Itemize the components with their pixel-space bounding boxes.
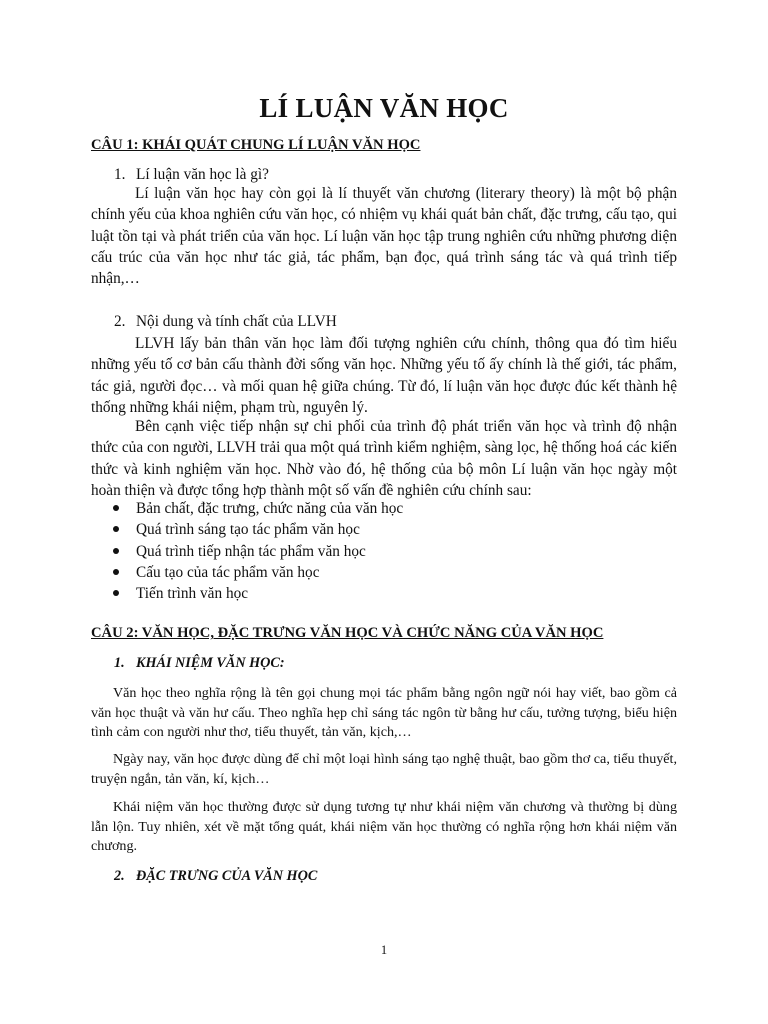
bullet-icon [113,526,119,532]
subsection-1-paragraph-3: Khái niệm văn học thường được sử dụng tương tự như khái niệm văn chương và thường bị dùng lẫn lộn. Tuy nhiên, xét về mặt tổng quát, khái niệm văn học thường có nghĩa rộng hơn khái niệm văn chương. [91,799,677,855]
list-item [91,562,403,583]
list-item-text: Quá trình sáng tạo tác phẩm văn học [136,521,360,539]
subsection-2-number: 2. [114,868,125,884]
bullet-icon [113,548,119,554]
list-item [91,498,403,519]
item-2-heading-text: Nội dung và tính chất của LLVH [136,313,337,330]
item-2-heading [114,313,337,331]
bullet-icon [113,505,119,511]
item-2-paragraph-2: Bên cạnh việc tiếp nhận sự chi phối của trình độ phát triển văn học và trình độ nhận thức của con người, LLVH trải qua một quá trình kiểm nghiệm, sàng lọc, hệ thống hoá các kiến thức và kinh nghiệm văn học. Nhờ vào đó, hệ thống của bộ môn Lí luận văn học ngày một hoàn thiện và được tổng hợp thành một số vấn đề nghiên cứu chính sau: [91,418,677,499]
list-item-text: Bản chất, đặc trưng, chức năng của văn học [136,500,404,517]
list-item-text: Quá trình tiếp nhận tác phẩm văn học [136,542,366,560]
item-1-heading [114,166,269,184]
subsection-1-heading-text: KHÁI NIỆM VĂN HỌC: [136,655,285,671]
document-title: LÍ LUẬN VĂN HỌC [259,93,509,123]
section-2-heading: CÂU 2: VĂN HỌC, ĐẶC TRƯNG VĂN HỌC VÀ CHỨC NĂNG CỦA VĂN HỌC [91,625,604,641]
section-1-heading: CÂU 1: KHÁI QUÁT CHUNG LÍ LUẬN VĂN HỌC [91,137,421,153]
item-1-number: 1. [114,166,126,183]
subsection-1-number: 1. [114,655,125,671]
subsection-1-heading [114,655,285,672]
item-1-heading-text: Lí luận văn học là gì? [136,166,269,183]
list-item-text: Tiến trình văn học [136,585,249,603]
bullet-icon [113,590,119,596]
list-item [91,541,403,562]
topics-bullet-list [91,498,403,604]
subsection-1-paragraph-2: Ngày nay, văn học được dùng để chỉ một loại hình sáng tạo nghệ thuật, bao gồm thơ ca, tiểu thuyết, truyện ngắn, tản văn, kí, kịch… [91,751,677,787]
list-item-text: Cấu tạo của tác phẩm văn học [136,563,320,581]
item-1-paragraph: Lí luận văn học hay còn gọi là lí thuyết văn chương (literary theory) là một bộ phận chính yếu của khoa nghiên cứu văn học, có nhiệm vụ khái quát bản chất, đặc trưng, cấu tạo, qui luật tồn tại và phát triển của văn học. Lí luận văn học tập trung nghiên cứu những phương diện cấu trúc của văn học như tác giả, tác phẩm, bạn đọc, quá trình sáng tác và quá trình tiếp nhận,… [91,185,677,288]
subsection-2-heading [114,868,317,885]
page-number: 1 [380,943,388,957]
subsection-2-heading-text: ĐẶC TRƯNG CỦA VĂN HỌC [136,868,318,884]
list-item [91,583,403,604]
bullet-icon [113,569,119,575]
subsection-1-paragraph-1: Văn học theo nghĩa rộng là tên gọi chung mọi tác phẩm bằng ngôn ngữ nói hay viết, bao gồm cả văn học thuật và văn hư cấu. Theo nghĩa hẹp chỉ sáng tác ngôn từ bằng hư cấu, tưởng tượng, biểu hiện tình cảm con người như thơ, tiểu thuyết, tản văn, kịch,… [91,685,677,741]
list-item [91,519,403,540]
item-2-number: 2. [114,313,126,330]
item-2-paragraph-1: LLVH lấy bản thân văn học làm đối tượng nghiên cứu chính, thông qua đó tìm hiểu những yếu tố cơ bản cấu thành đời sống văn học. Những yếu tố ấy chính là thế giới, tác phẩm, tác giả, người đọc… và mối quan hệ giữa chúng. Từ đó, lí luận văn học được đúc kết thành hệ thống những khái niệm, phạm trù, nguyên lý. [91,335,677,416]
